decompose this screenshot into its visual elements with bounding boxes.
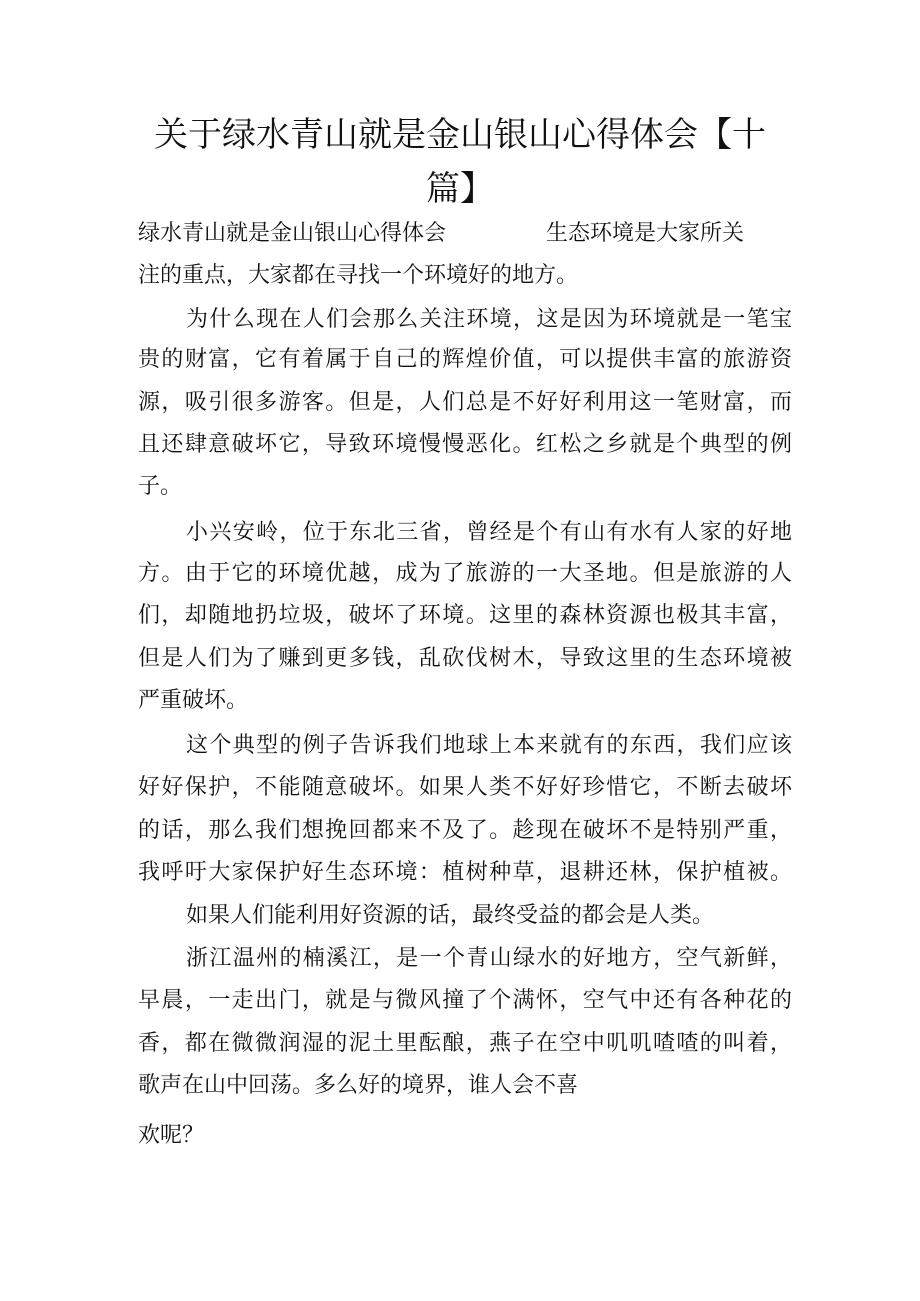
body-line: 这个典型的例子告诉我们地球上本来就有的东西，我们应该 [186,733,792,758]
intro-heading: 绿水青山就是金山银山心得体会 [138,221,447,246]
document-title [0,108,920,216]
body-line: 的话，那么我们想挽回都来不及了。趁现在破坏不是特别严重， [138,818,792,843]
title-line-1: 关于绿水青山就是金山银山心得体会【十 [154,115,766,155]
title-line-2: 篇】 [426,169,494,209]
body-line: 为什么现在人们会那么关注环境，这是因为环境就是一笔宝 [186,307,792,332]
body-line: 如果人们能利用好资源的话，最终受益的都会是人类。 [186,903,715,928]
body-line: 浙江温州的楠溪江，是一个青山绿水的好地方，空气新鲜， [186,946,792,971]
body-line: 子。 [138,474,183,499]
body-line: 早晨，一走出门，就是与微风撞了个满怀，空气中还有各种花的 [138,988,792,1013]
body-line: 欢呢？ [138,1123,205,1148]
intro-text: 生态环境是大家所关 [545,221,744,246]
body-line: 我呼吁大家保护好生态环境：植树种草，退耕还林，保护植被。 [138,860,792,885]
body-line: 方。由于它的环境优越，成为了旅游的一大圣地。但是旅游的人 [138,561,792,586]
body-line: 注的重点，大家都在寻找一个环境好的地方。 [138,263,579,288]
body-line: 好好保护，不能随意破坏。如果人类不好好珍惜它，不断去破坏 [138,775,792,800]
body-line: 们，却随地扔垃圾，破坏了环境。这里的森林资源也极其丰富， [138,603,792,628]
body-line: 小兴安岭，位于东北三省，曾经是个有山有水有人家的好地 [186,520,792,545]
body-line: 且还肆意破坏它，导致环境慢慢恶化。红松之乡就是个典型的例 [138,432,792,457]
body-line: 贵的财富，它有着属于自己的辉煌价值，可以提供丰富的旅游资 [138,347,792,372]
body-line: 源，吸引很多游客。但是，人们总是不好好利用这一笔财富，而 [138,390,792,415]
intro-line [138,214,744,254]
body-line: 香，都在微微润湿的泥土里酝酿，燕子在空中叽叽喳喳的叫着， [138,1031,792,1056]
body-line: 但是人们为了赚到更多钱，乱砍伐树木，导致这里的生态环境被 [138,646,792,671]
body-line: 严重破坏。 [138,688,249,713]
body-line: 歌声在山中回荡。多么好的境界，谁人会不喜 [138,1073,579,1098]
